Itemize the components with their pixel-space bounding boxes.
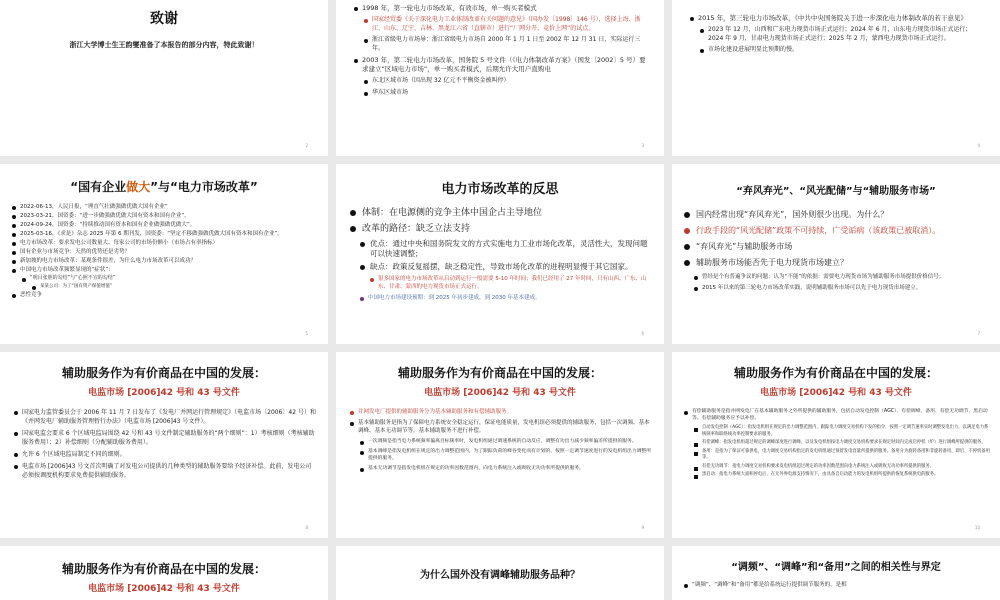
acknowledgement-text: 浙江大学博士生王韵燮准备了本报告的部分内容，特此致谢！ (69, 41, 259, 49)
list-item: 曾经是个有普遍争议的问题：认为“不能”的依据：需要电力现货市场为辅助服务市场提供价格信号； (692, 273, 990, 281)
slide-ancillary-development-2[interactable] (336, 352, 664, 538)
slide-ancillary-development-4[interactable] (0, 546, 328, 600)
slide-reform-reflection[interactable] (336, 164, 664, 344)
list-item: 中国电力市场建设预期：到 2025 年初步建成，到 2030 年基本建成。 (358, 294, 652, 303)
page-number: 3 (641, 143, 644, 148)
list-item: 东北区域市场（因出现 32 亿元不平衡资金被叫停） (362, 77, 648, 86)
slide-title: “弃风弃光”、“风光配储”与“辅助服务市场” (736, 186, 936, 197)
list-item: “弃风弃光”与辅助服务市场 (682, 241, 990, 253)
list-item: 浙江省级电力市场导：浙江省级电力市场自 2000 年 1 月 1 日至 2002 年 12 月 31 日，实际运行三年。 (362, 36, 648, 53)
list-item: 市场化建设进展明显比预期的慢。 (698, 46, 984, 55)
list-item: 2024-09-24，国资委：“持续推动国有资本和国有企业做强做优做大”。 (10, 221, 318, 229)
slide-why-no-peaking-abroad[interactable] (336, 546, 664, 600)
page-number: 10 (974, 525, 980, 530)
list-item: 2015 年，第三轮电力市场改革，《中共中央国务院关于进一步深化电力体制改革的若干意见》 (688, 14, 984, 23)
page-number: 9 (641, 525, 644, 530)
list-item: 电力市场改革：要求发电公司数量大、每家公司的市场份额小（市场占有率指标） (10, 239, 318, 247)
slide-title: 辅助服务作为有价商品在中国的发展： (61, 562, 266, 576)
list-item: 2022-06-13，人民日报，“理直气壮做强做优做大国有企业” (10, 203, 318, 211)
list-item: 优点：通过中央和国务院发文的方式实施电力工业市场化改革，灵活性大，发现问题可以快速调整； (358, 239, 652, 259)
list-item: 行政手段的“风光配储”政策不可持续，广受诟病（该政策已被取消）。 (682, 225, 990, 237)
slide-curtailment-ancillary[interactable] (672, 164, 1000, 344)
slide-title: 致谢 (150, 11, 178, 27)
list-item: 体制：在电源侧的竞争主体中国企占主导地位 (348, 207, 652, 219)
list-item: 2023-03-21，国资委：“进一步做强做优做大国有资本和国有企业”。 (10, 212, 318, 220)
list-item: 缺点：政策反复摇摆，缺乏稳定性，导致市场化改革的进程明显慢于其它国家。 (358, 262, 652, 272)
list-item: 有偿无功调节：指电力调度交易机构要求发电机组超过规定的功率因数范围向电力系统注入或吸收无功功率所提供的服务。 (692, 464, 990, 471)
slide-acknowledgement[interactable] (0, 0, 328, 156)
list-item: 2023 年 12 月，山西和广东电力现货市场正式运行；2024 年 6 月，山东电力现货市场正式运行；2024 年 9 月，甘肃电力现货市场正式运行；2025 年 2 月，蒙西电力现货市场正式运行。 (698, 26, 984, 43)
slide-regulation-peaking-reserve[interactable] (672, 546, 1000, 600)
list-item: 黑启动：指电力系统大面积停电后，在无外界电源支持情况下，由具备自启动能力的发电机组所提供的恢复系统供电的服务。 (692, 472, 990, 479)
page-number: 7 (977, 331, 980, 336)
slide-subtitle: 电监市场 [2006]42 号和 43 号文件 (88, 584, 240, 594)
slide-ancillary-development-3[interactable] (672, 352, 1000, 538)
list-item: 电监市场 [2006]43 号文首次明确了对发电公司提供的几种类型的辅助服务要给予经济补偿。此前，发电公司必须按调度机构要求免费提供辅助服务。 (12, 462, 316, 480)
slide-title: 辅助服务作为有价商品在中国的发展： (61, 366, 266, 380)
list-item: 基本辅助服务是指为了保障电力系统安全稳定运行，保证电能质量，发电机组必须提供的辅助服务，包括一次调频、基本调峰、基本无功调节等。基本辅助服务不进行补偿。 (348, 419, 652, 435)
page-number: 5 (305, 331, 308, 336)
list-item: 2015 年以来的第三轮电力市场改革实践，说明辅助服务市场可以先于电力现货市场建立。 (692, 284, 990, 292)
list-item: 自动发电控制（AGC）：指发电机组在规定的出力调整范围内，跟踪电力调度交易机构下发的指令，按照一定调节速率实时调整发电出力，以满足电力系统频率和联络线功率控制要求的服务。 (692, 425, 990, 438)
list-item: 有偿调峰：指发电机组超过规定的调峰深度进行调峰，以及发电机组按电力调度交易机构要求在规定时间内完成启停机（炉）进行调峰所提供的服务。 (692, 440, 990, 447)
list-item: 很多国家的电力市场改革从启动到运行一般需要 5-10 年时间；我们已经用了 27 年时间，只有山西、广东、山东、甘肃、蒙西的电力现货市场正式运行。 (368, 275, 652, 291)
slide-market-reform-history[interactable] (336, 0, 664, 156)
list-item: 1998 年，第一轮电力市场改革，有效市场，单一购买者模式 (352, 4, 648, 13)
slide-ancillary-development-1[interactable] (0, 352, 328, 538)
slide-subtitle: 电监市场 [2006]42 号和 43 号文件 (760, 388, 912, 398)
page-number: 6 (641, 331, 644, 336)
list-item: 备用：是指为了保证可靠供电，电力调度交易机构指定的发电机组通过预留发电容量所提供的服务。备用分为旋转备用和非旋转备用，即启、不停机备用等。 (692, 449, 990, 462)
list-item: 改革的路径：缺乏立法支持 (348, 223, 652, 235)
list-item: 国家电力监管委员会于 2006 年 11 月 7 日发布了《发电厂并网运行管理规定》（电监市场〔2006〕42 号）和《并网发电厂辅助服务管理暂行办法》（电监市场 [2006]43 号文件）。 (12, 408, 316, 426)
list-item: 允许 6 个区域电监局制定不同的细则。 (12, 450, 316, 459)
page-number: 2 (305, 143, 308, 148)
slide-subtitle: 电监市场 [2006]42 号和 43 号文件 (424, 388, 576, 398)
slide-title: 辅助服务作为有价商品在中国的发展： (397, 366, 602, 380)
list-item: 辅助服务市场能否先于电力现货市场建立？ (682, 257, 990, 269)
slide-subtitle: 电监市场 [2006]42 号和 43 号文件 (88, 388, 240, 398)
list-item: 2003 年，第二轮电力市场改革，国务院 5 号文件（《电力体制改革方案》（国发〔2002〕5 号）要求建立“区域电力市场”，单一购买者模式，后期允许大用户直购电 (352, 56, 648, 74)
slide-title: “国有企业做大”与“电力市场改革” (70, 180, 258, 194)
slide-title: 电力市场改革的反思 (441, 182, 559, 197)
slide-soe-and-reform[interactable] (0, 164, 328, 344)
slide-third-round-reform[interactable] (672, 0, 1000, 156)
list-item: 国有企业与市场竞争：天然的优势还是劣势？ (10, 248, 318, 256)
slide-title: 辅助服务作为有价商品在中国的发展： (733, 366, 938, 380)
page-number: 8 (305, 525, 308, 530)
list-item: 一次调频是指当电力系统频率偏离目标频率时，发电机组通过调速系统的自动反应，调整有功出力减少频率偏差所提供的服务。 (358, 438, 652, 445)
list-item: 某某公司：为了“国有资产保值增值” (30, 283, 318, 290)
slide-title: “调频”、“调峰”和“备用”之间的相关性与界定 (731, 562, 941, 573)
list-item: 2025-03-16，《求是》杂志 2025 年第 6 期刊发，国资委：“坚定不移做强做优做大国有资本和国有企业”。 (10, 230, 318, 238)
list-item: 国内经常出现“弃风弃光”，国外则很少出现。为什么？ (682, 209, 990, 221)
page-number: 4 (977, 143, 980, 148)
list-item: 有偿辅助服务是指并网发电厂在基本辅助服务之外所提供的辅助服务，包括自动发电控制（AGC）、有偿调峰、备用、有偿无功调节、黑启动等。有偿辅助服务应予以补偿。 (682, 408, 990, 422)
list-item: 国家电监会要求 6 个区域电监局围绕 42 号和 43 号文件制定辅助服务的“两个细则”：1）考核细则（考核辅助服务费用）；2）补偿细则（分配辅助服务费用）。 (12, 429, 316, 447)
list-item: 国家经贸委《关于深化电力工业体制改革有关问题的意见》（国办发〔1998〕146 号），选择上海、浙江、山东、辽宁、吉林、黑龙江六省（直辖市）进行“厂网分开、竞价上网”的试点。 (362, 16, 648, 33)
list-item: 恶性竞争 (10, 291, 318, 299)
list-item: 基本无功调节是指发电机组在规定的功率因数范围内，向电力系统注入或吸收无功功率所提供的服务。 (358, 465, 652, 472)
list-item: 华东区域市场 (362, 89, 648, 98)
list-item: “明目张胆的勾结”与“心照不宣的勾结” (20, 275, 318, 282)
list-item: 基本调峰是指发电机组在规定的出力调整范围内，为了跟踪负荷的峰谷变化而有计划的、按照一定调节速度进行的发电机组出力调整所提供的服务。 (358, 448, 652, 462)
slide-title: 为什么国外没有调峰辅助服务品种？ (420, 570, 580, 581)
list-item: 新加坡的电力市场改革：某观条件很差，为什么电力市场改革可以成功？ (10, 257, 318, 265)
list-item: 中国电力市场改革频繁显现的“症状”： (10, 266, 318, 274)
list-item: 并网发电厂提供的辅助服务分为基本辅助服务和有偿辅助服务。 (348, 408, 652, 416)
list-item: “调频”、“调峰”和“备用”都是给系统运行提供调节服务的，是相 (682, 581, 990, 589)
